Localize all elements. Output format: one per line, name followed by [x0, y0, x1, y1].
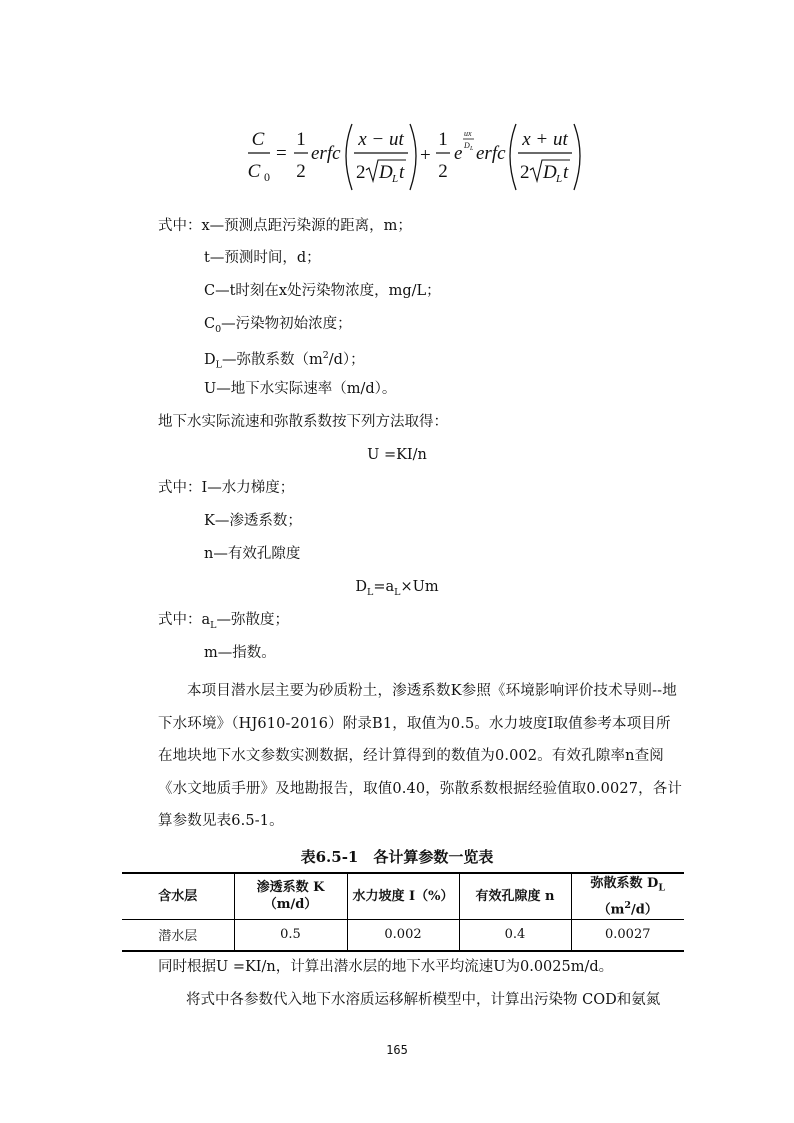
formula-dl [0, 577, 794, 603]
eq-erfc-2: erfc [476, 143, 506, 164]
def-dl [204, 346, 365, 376]
eq-lhs-num: C [251, 129, 265, 150]
table-row [122, 919, 684, 951]
def3-intro-sub: L [210, 619, 217, 631]
formula-dl-mid: =a [373, 579, 395, 595]
header-gradient: 水力坡度 I（%） [347, 873, 459, 919]
eq-lhs-den: C [247, 161, 261, 182]
method-intro: 地下水实际流速和弥散系数按下列方法取得： [158, 414, 448, 430]
header-dispersion-a-sub: L [658, 882, 665, 894]
solute-transport-equation [238, 118, 598, 196]
eq-d-sub-1: L [392, 173, 399, 185]
def-dl-rest-b: /d）； [328, 351, 365, 368]
def-t: t—预测时间，d； [204, 250, 321, 266]
header-dispersion-b-sup: 2 [624, 899, 632, 911]
table-title: 表6.5-1 各计算参数一览表 [300, 848, 494, 866]
eq-half-num-2: 1 [438, 129, 448, 150]
def2-k: K—渗透系数； [204, 513, 302, 529]
header-permeability-a: 渗透系数 K [256, 880, 325, 896]
def-intro-x: 式中：x—预测点距污染源的距离，m； [158, 218, 412, 234]
cell-gradient: 0.002 [347, 919, 459, 951]
header-permeability-b: （m/d） [263, 897, 318, 913]
def-dl-main: D [204, 351, 216, 368]
equation-svg [238, 118, 598, 196]
eq-two-1: 2 [356, 162, 366, 183]
eq-plus: + [420, 145, 431, 166]
after-table-line-1: 同时根据U =KI/n，计算出潜水层的地下水平均流速U为0.0025m/d。 [158, 959, 614, 975]
eq-d-2: D [543, 162, 557, 183]
header-dispersion [571, 873, 684, 919]
eq-num-2: x + ut [522, 129, 568, 150]
table-header-row [122, 873, 684, 919]
cell-permeability: 0.5 [234, 919, 347, 951]
def3-m: m—指数。 [204, 645, 276, 661]
cell-porosity: 0.4 [459, 919, 571, 951]
body-paragraph: 本项目潜水层主要为砂质粉土，渗透系数K参照《环境影响评价技术导则--地下水环境》（HJ610-2016）附录B1，取值为0.5。水力坡度I取值参考本项目所在地块地下水文参数实测数据，经计算得到的数值为0.002。有效孔隙率n查阅《水文地质手册》及地勘报告，取值0.40，弥散系数根据经验值取0.0027，各计算参数见表6.5-1。 [158, 683, 683, 829]
eq-exp-den: D [464, 141, 470, 150]
def-dl-rest-a: —弥散系数（m [221, 351, 323, 368]
formula-u: U =KI/n [367, 447, 427, 463]
header-permeability [234, 873, 347, 919]
eq-half-den-2: 2 [438, 161, 448, 182]
header-porosity: 有效孔隙度 n [459, 873, 571, 919]
cell-dispersion: 0.0027 [571, 919, 684, 951]
eq-e: e [454, 143, 463, 164]
def2-intro: 式中：I—水力梯度； [158, 480, 295, 496]
formula-dl-rest: ×Um [400, 579, 439, 595]
eq-d-1: D [379, 162, 393, 183]
header-dispersion-b-b: /d） [631, 901, 658, 917]
header-dispersion-a: 弥散系数 D [590, 876, 659, 891]
eq-exp-den-sub: L [470, 146, 474, 152]
eq-half-den: 2 [296, 161, 306, 182]
formula-dl-d-sub: L [367, 586, 374, 598]
cell-aquifer: 潜水层 [122, 919, 234, 951]
def-dl-sup: 2 [322, 350, 329, 361]
page-number: 165 [386, 1043, 408, 1057]
def-u: U—地下水实际速率（m/d）。 [204, 381, 397, 397]
eq-exp-num: ux [464, 129, 472, 138]
def-c: C—t时刻在x处污染物浓度，mg/L； [204, 283, 441, 299]
def-c0 [204, 314, 352, 340]
eq-erfc-1: erfc [311, 143, 341, 164]
formula-dl-d: D [355, 579, 368, 595]
def2-n: n—有效孔隙度 [204, 546, 301, 562]
eq-num-1: x − ut [358, 129, 404, 150]
formula-dl-a-sub: L [394, 586, 401, 598]
def3-intro-b: —弥散度； [216, 612, 289, 628]
parameters-table [122, 872, 684, 952]
def-dl-sub: L [215, 359, 222, 371]
header-dispersion-b-a: （m [597, 901, 625, 917]
eq-lhs-den-sub: 0 [264, 170, 270, 184]
def3-intro [158, 610, 289, 636]
after-table-line-2: 将式中各参数代入地下水溶质运移解析模型中，计算出污染物 COD和氨氮 [186, 992, 661, 1008]
eq-d-sub-2: L [556, 173, 563, 185]
header-aquifer: 含水层 [122, 873, 234, 919]
eq-t-2: t [563, 162, 569, 183]
def-c0-sub: 0 [215, 323, 222, 335]
eq-two-2: 2 [520, 162, 530, 183]
eq-t-1: t [399, 162, 405, 183]
def3-intro-a: 式中：a [158, 612, 211, 628]
eq-half-num: 1 [296, 129, 306, 150]
def-c0-rest: —污染物初始浓度； [221, 316, 352, 332]
def-c0-main: C [204, 316, 216, 332]
eq-equals: = [276, 143, 287, 164]
